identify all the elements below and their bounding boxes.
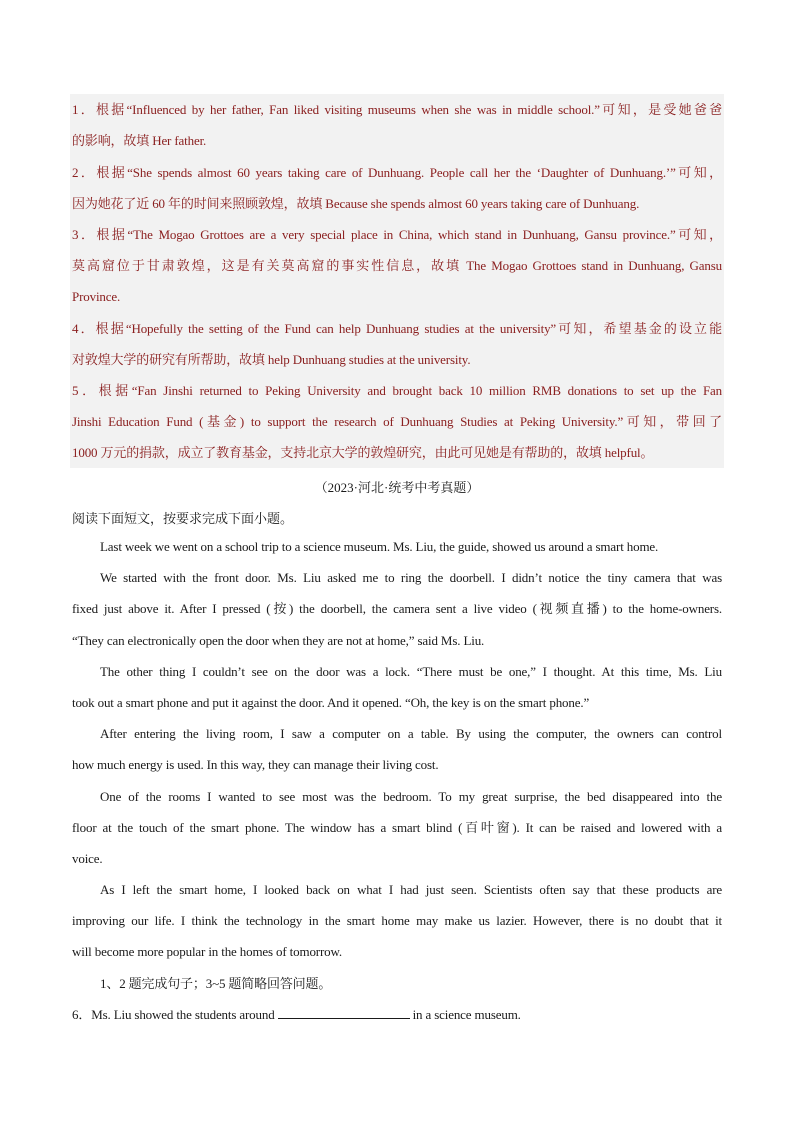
answer-1-line-1: 1．根据“Influenced by her father, Fan liked visiting museums when she was in middle school.”可知，是受她爸爸 — [72, 102, 722, 117]
answer-2-line-2: 因为她花了近 60 年的时间来照顾敦煌，故填 Because she spends almost 60 years taking care of Dunhuang. — [72, 196, 640, 211]
answer-5-line-3: 1000 万元的捐款，成立了教育基金，支持北京大学的敦煌研究，由此可见她是有帮助的，故填 helpful。 — [72, 445, 654, 460]
reading-instruction: 阅读下面短文，按要求完成下面小题。 — [72, 511, 294, 526]
passage-paragraph-3-line-2: took out a smart phone and put it against the door. And it opened. “Oh, the key is on the smart phone.” — [72, 695, 590, 710]
answer-4-line-1: 4．根据“Hopefully the setting of the Fund can help Dunhuang studies at the university”可知，希望基金的设立能 — [72, 321, 722, 336]
passage-paragraph-6-line-1: As I left the smart home, I looked back on what I had just seen. Scientists often say that these products are — [100, 882, 722, 897]
passage-paragraph-6-line-2: improving our life. I think the technology in the smart home may make us lazier. However, there is no doubt that it — [72, 913, 722, 928]
answer-1-line-2: 的影响，故填 Her father. — [72, 133, 207, 148]
passage-paragraph-5-line-3: voice. — [72, 851, 103, 866]
passage-paragraph-6-line-3: will become more popular in the homes of tomorrow. — [72, 944, 343, 959]
answer-3-line-2: 莫高窟位于甘肃敦煌，这是有关莫高窟的事实性信息，故填 The Mogao Grottoes stand in Dunhuang, Gansu — [72, 258, 722, 273]
answer-3-line-1: 3．根据“The Mogao Grottoes are a very special place in China, which stand in Dunhuang, Gansu province.”可知， — [72, 227, 722, 242]
passage-paragraph-4-line-2: how much energy is used. In this way, they can manage their living cost. — [72, 757, 439, 772]
question-6-text-after: in a science museum. — [412, 1007, 521, 1022]
passage-paragraph-5-line-1: One of the rooms I wanted to see most was the bedroom. To my great surprise, the bed disappeared into the — [100, 789, 722, 804]
passage-paragraph-5-line-2: floor at the touch of the smart phone. The window has a smart blind (百叶窗). It can be raised and lowered with a — [72, 820, 722, 835]
answer-blank[interactable] — [278, 1006, 410, 1019]
answer-2-line-1: 2．根据“She spends almost 60 years taking care of Dunhuang. People call her the ‘Daughter of Dunhuang.’”可知， — [72, 165, 722, 180]
task-note: 1、2 题完成句子；3~5 题简略回答问题。 — [100, 976, 332, 991]
answer-3-line-3: Province. — [72, 289, 121, 304]
question-6 — [72, 1006, 722, 1023]
passage-paragraph-2-line-1: We started with the front door. Ms. Liu asked me to ring the doorbell. I didn’t notice the tiny camera that was — [100, 570, 722, 585]
passage-paragraph-2-line-2: fixed just above it. After I pressed (按) the doorbell, the camera sent a live video (视频直播) to the home-owners. — [72, 601, 722, 616]
passage-paragraph-1: Last week we went on a school trip to a science museum. Ms. Liu, the guide, showed us around a smart home. — [100, 539, 659, 554]
question-6-text-before: 6．Ms. Liu showed the students around — [72, 1007, 275, 1022]
passage-paragraph-3-line-1: The other thing I couldn’t see on the door was a lock. “There must be one,” I thought. At this time, Ms. Liu — [100, 664, 722, 679]
answer-5-line-2: Jinshi Education Fund (基金) to support the research of Dunhuang Studies at Peking University.”可知，带回了 — [72, 414, 722, 429]
passage-paragraph-2-line-3: “They can electronically open the door when they are not at home,” said Ms. Liu. — [72, 633, 485, 648]
exam-source: （2023·河北·统考中考真题） — [314, 480, 480, 495]
answer-5-line-1: 5．根据“Fan Jinshi returned to Peking University and brought back 10 million RMB donations to set up the Fan — [72, 383, 722, 398]
answer-4-line-2: 对敦煌大学的研究有所帮助，故填 help Dunhuang studies at the university. — [72, 352, 471, 367]
answer-explanation-box — [70, 94, 724, 468]
passage-paragraph-4-line-1: After entering the living room, I saw a computer on a table. By using the computer, the owners can control — [100, 726, 722, 741]
